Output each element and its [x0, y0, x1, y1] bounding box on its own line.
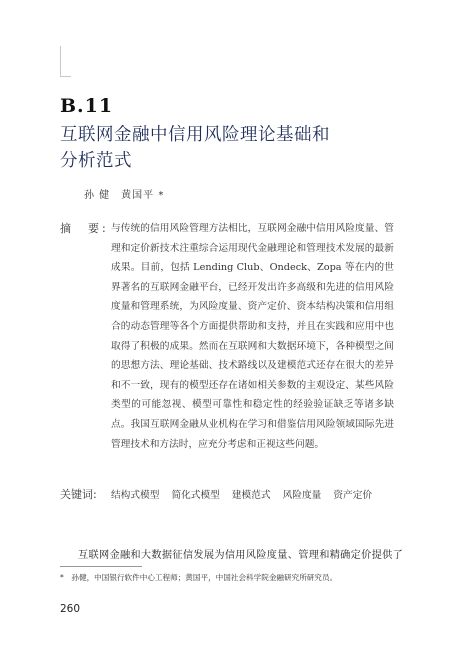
chapter-number: B.11 [60, 95, 114, 117]
keyword: 建模范式 [231, 490, 271, 501]
body-paragraph: 互联网金融和大数据征信发展为信用风险度量、管理和精确定价提供了 [78, 550, 404, 561]
footnote-divider [60, 566, 142, 567]
chapter-title-line-2: 分析范式 [60, 151, 132, 171]
abstract-label: 摘 要: [60, 222, 109, 235]
footnote: * 孙健，中国银行软件中心工程师；黄国平，中国社会科学院金融研究所研究员。 [60, 573, 338, 582]
page-number: 260 [60, 603, 81, 615]
keywords-list [111, 487, 372, 501]
keyword: 结构式模型 [111, 490, 160, 501]
keywords-label: 关键词: [60, 488, 97, 501]
chapter-title [60, 122, 330, 174]
authors: 孙 健 黄国平 * [84, 190, 165, 201]
chapter-title-line-1: 互联网金融中信用风险理论基础和 [60, 125, 330, 145]
corner-crop-mark [60, 46, 71, 77]
keyword: 资产定价 [333, 490, 373, 501]
keyword: 简化式模型 [171, 490, 220, 501]
abstract-text: 与传统的信用风险管理方法相比，互联网金融中信用风险度量、管理和定价新技术注重综合运用现代金融理论和管理技术发展的最新成果。目前，包括 Lending Club、Ondeck、Zopa 等在内的世界著名的互联网金融平台，已经开发出许多高级和先进的信用风险度量和管理系统，为风险度量、资产定价、资本结构决策和信用组合的动态管理等各个方面提供帮助和支持，并且在实践和应用中也取得了积极的成果。然而在互联网和大数据环境下，各种模型之间的思想方法、理论基础、技术路线以及建模范式还存在很大的差异和不一致，现有的模型还存在诸如相关参数的主观设定、某些风险类型的可能忽视、模型可靠性和稳定性的经验验证缺乏等诸多缺点。我国互联网金融从业机构在学习和借鉴信用风险领域国际先进管理技术和方法时，应充分考虑和正视这些问题。 [111, 223, 394, 450]
keyword: 风险度量 [282, 490, 322, 501]
